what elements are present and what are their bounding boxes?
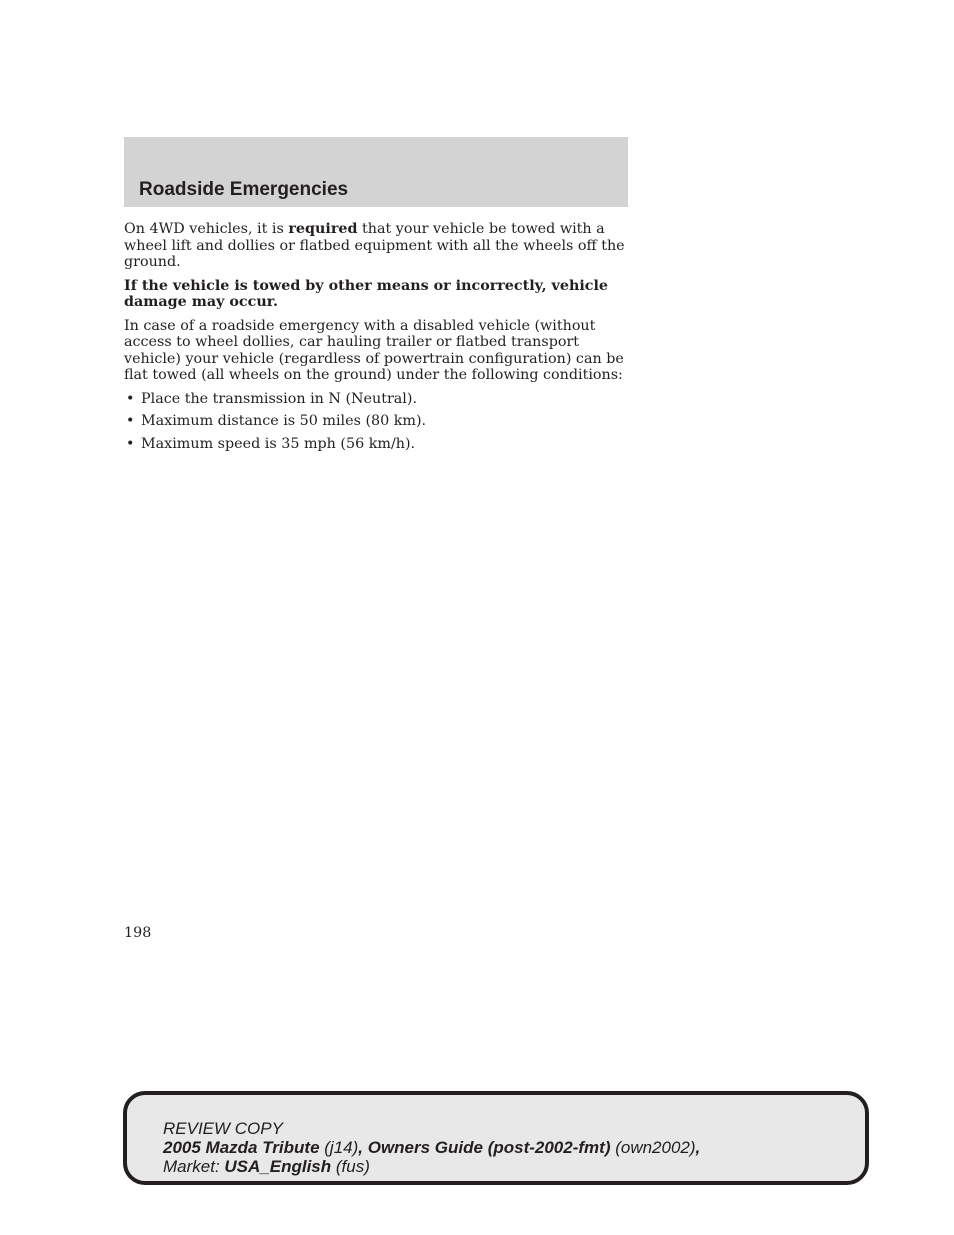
emphasis-required: required [288, 221, 358, 237]
model-name: 2005 Mazda Tribute [163, 1138, 320, 1157]
page-content [124, 221, 630, 458]
bullet-icon: • [126, 390, 135, 407]
list-item [124, 391, 630, 408]
list-item [124, 436, 630, 453]
market-name: USA_English [224, 1157, 332, 1176]
warning-paragraph [124, 278, 630, 311]
market-line [163, 1157, 700, 1176]
warning-text: If the vehicle is towed by other means or incorrectly, vehicle damage may occur. [124, 277, 608, 310]
list-item-text: Place the transmission in N (Neutral). [141, 390, 418, 407]
bullet-icon: • [126, 435, 135, 452]
market-code: (fus) [331, 1157, 370, 1176]
paragraph-text: On 4WD vehicles, it is [124, 221, 289, 237]
model-code: (j14) [319, 1138, 359, 1157]
guide-name: Owners Guide (post-2002-fmt) [367, 1138, 611, 1157]
conditions-list [124, 391, 630, 453]
document-identifier [163, 1138, 700, 1157]
list-item [124, 413, 630, 430]
paragraph-text: that your vehicle be towed with a wheel lift and dollies or flatbed equipment with all the wheels off the ground. [124, 221, 625, 270]
section-title: Roadside Emergencies [139, 179, 349, 200]
review-copy-label: REVIEW COPY [163, 1119, 283, 1138]
guide-code: (own2002) [610, 1138, 696, 1157]
review-copy-box [123, 1091, 869, 1185]
list-item-text: Maximum distance is 50 miles (80 km). [141, 413, 427, 429]
paragraph-4wd-towing [124, 221, 630, 271]
paragraph-flat-tow: In case of a roadside emergency with a disabled vehicle (without access to wheel dollies, car hauling trailer or flatbed transport vehicle) your vehicle (regardless of powertrain configuration) can be flat towed (all wheels on the ground) under the following conditions: [124, 317, 624, 383]
separator: , [695, 1138, 701, 1157]
bullet-icon: • [126, 413, 135, 429]
section-header [124, 137, 628, 207]
list-item-text: Maximum speed is 35 mph (56 km/h). [141, 435, 416, 452]
market-label: Market: [163, 1157, 225, 1176]
review-copy-text [163, 1119, 700, 1176]
separator: , [358, 1138, 368, 1157]
page-number: 198 [124, 925, 152, 941]
